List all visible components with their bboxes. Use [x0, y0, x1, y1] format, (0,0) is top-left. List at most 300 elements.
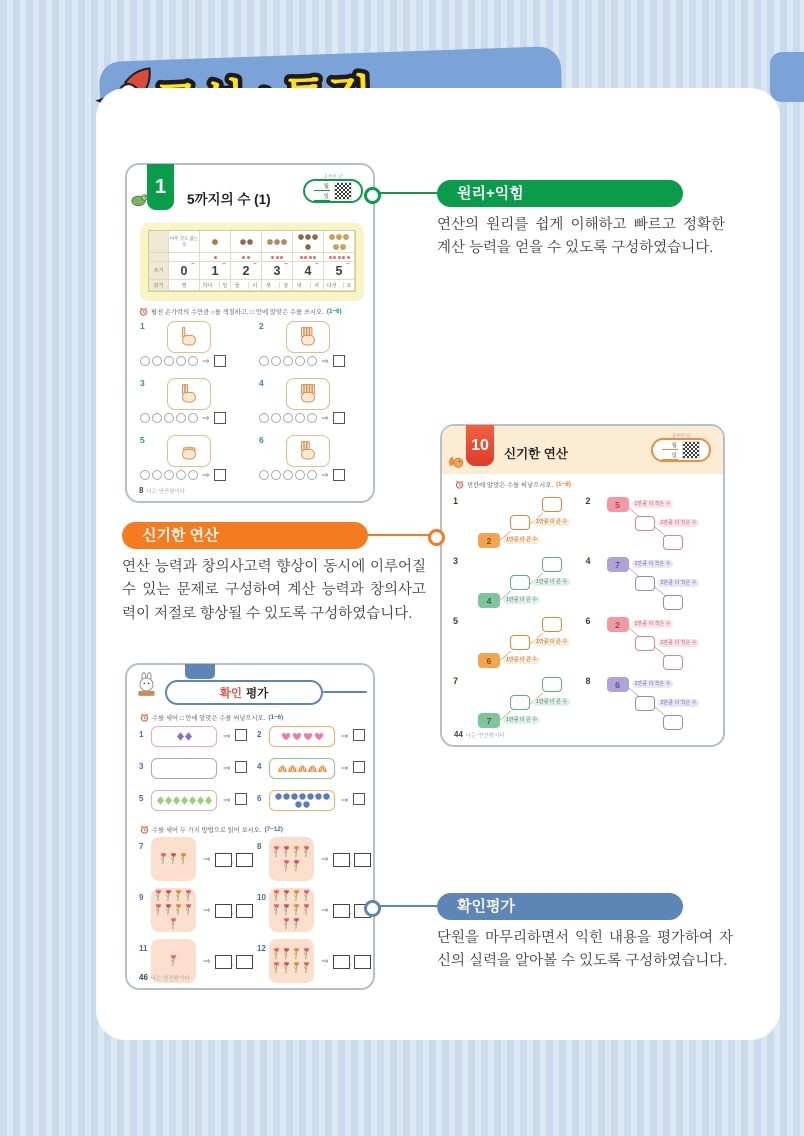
problem-number: 2	[585, 496, 591, 506]
objects-box	[151, 790, 217, 811]
reading-word: 이	[248, 282, 257, 289]
flower-icon	[169, 954, 178, 968]
page1-problem	[258, 321, 367, 371]
answer-row	[140, 355, 226, 367]
answer-box	[353, 761, 365, 773]
table-animal-cell	[262, 231, 293, 253]
review-count-problem	[139, 757, 249, 783]
hand-card	[167, 378, 211, 410]
problem-number: 10	[257, 893, 266, 902]
flower-icon	[282, 889, 291, 903]
date-fields	[662, 441, 678, 460]
count-circle	[283, 413, 293, 423]
table-corner	[149, 253, 169, 262]
flower-icon	[282, 947, 291, 961]
arrow-icon: ⇒	[341, 763, 349, 773]
diamond-shape	[177, 732, 184, 741]
problem-number: 7	[139, 842, 144, 851]
start-number-box: 2	[478, 533, 500, 548]
instruction-text: 빈칸에 알맞은 수를 써넣으시오.	[467, 482, 554, 489]
table-dot-cell	[293, 253, 324, 262]
page1-problem	[139, 321, 248, 371]
stroke-mark	[346, 263, 350, 266]
connector-dot-green	[364, 187, 381, 204]
table-animal-cell	[324, 231, 355, 253]
problem-number: 1	[140, 321, 145, 331]
arrow-icon: ⇒	[321, 854, 329, 864]
hand-card	[286, 378, 330, 410]
count-dot	[280, 256, 283, 259]
flower-icon	[184, 889, 193, 903]
count-circle	[271, 470, 281, 480]
arrow-icon: ⇒	[202, 469, 210, 480]
sample-page-unit1	[125, 163, 375, 503]
count-circle	[140, 356, 150, 366]
empty-answer-box	[542, 497, 562, 512]
callout-principle-text: 연산의 원리를 쉽게 이해하고 빠르고 정확한 계산 능력을 얻을 수 있도록 구성하였습니다.	[437, 217, 725, 257]
problem-number: 5	[140, 435, 145, 445]
review-count-problem	[139, 789, 249, 815]
flower-icon	[154, 903, 163, 917]
clock-icon	[140, 713, 149, 722]
answer-box	[215, 955, 232, 969]
problem-number: 8	[585, 676, 591, 686]
animal-icon	[336, 234, 342, 240]
step-label: 1만큼 더 작은 수	[632, 620, 674, 628]
study-date-label: 공부한 날	[323, 174, 343, 179]
answer-box	[353, 729, 365, 741]
answer-box	[333, 853, 350, 867]
count-circle	[295, 413, 305, 423]
count-circle	[259, 356, 269, 366]
study-date-badge	[303, 175, 363, 205]
page1-problem	[258, 378, 367, 428]
flower-icon	[292, 917, 301, 931]
table-reading-cell	[169, 280, 200, 291]
flowers-box	[151, 837, 196, 881]
step-label: 1만큼 더 큰 수	[503, 656, 540, 664]
flowers-box	[269, 939, 314, 983]
turtle-mascot-icon	[129, 189, 148, 208]
review-read-problem	[257, 939, 367, 985]
footer-slogan: 나는 연산왕이다	[146, 489, 186, 495]
flowers-box	[151, 888, 196, 932]
flower-icon	[169, 917, 178, 931]
review-count-problem	[257, 757, 367, 783]
circle-shape	[275, 793, 282, 800]
qr-code	[682, 441, 700, 459]
heart-shape	[281, 732, 291, 741]
stroke-mark	[315, 263, 319, 266]
problem-number: 6	[585, 616, 591, 626]
count-dot	[271, 256, 274, 259]
flower-icon	[282, 903, 291, 917]
comma: ,	[350, 859, 352, 865]
page1-instruction	[139, 307, 342, 316]
diamond-shape	[173, 796, 180, 805]
animal-icon	[305, 234, 311, 240]
callout-amazing-label: 신기한 연산	[142, 527, 219, 544]
objects-box	[269, 790, 335, 811]
empty-answer-box	[542, 677, 562, 692]
flower-icon	[302, 903, 311, 917]
page1-problem	[139, 378, 248, 428]
answer-box	[333, 904, 350, 918]
table-animal-cell	[231, 231, 262, 253]
connector-dot-orange	[428, 529, 445, 546]
instruction-range: (1~6)	[268, 714, 284, 721]
circle-shape	[303, 801, 310, 808]
table-digit-cell: 5	[324, 262, 355, 280]
empty-answer-box	[635, 576, 655, 591]
diamond-shape	[165, 796, 172, 805]
start-number-box: 6	[607, 677, 629, 692]
table-dot-cell	[169, 253, 200, 262]
arrow-icon: ⇒	[341, 731, 349, 741]
unit-title: 신기한 연산	[504, 447, 568, 461]
connector-dot-blue	[364, 900, 381, 917]
answer-box	[215, 904, 232, 918]
review-read-problem	[139, 837, 249, 883]
count-circle	[307, 413, 317, 423]
sample-page-unit10	[440, 424, 725, 747]
flower-icon	[302, 947, 311, 961]
hand-card	[286, 435, 330, 467]
count-circle	[259, 470, 269, 480]
count-circle	[307, 356, 317, 366]
connector-orange	[366, 534, 432, 536]
count-circle	[188, 470, 198, 480]
start-number-box: 4	[478, 593, 500, 608]
animal-icon	[281, 239, 287, 245]
table-dot-cell	[231, 253, 262, 262]
problem-number: 5	[139, 794, 144, 803]
count-dot	[247, 256, 250, 259]
animal-icon	[274, 239, 280, 245]
callout-review	[437, 893, 683, 920]
step-label: 1만큼 더 큰 수	[533, 518, 570, 526]
count-dot	[300, 256, 303, 259]
animal-icon	[333, 244, 339, 250]
count-dot	[313, 256, 316, 259]
table-zero-text: 아무 것도 없는 것	[169, 231, 200, 253]
empty-answer-box	[663, 595, 683, 610]
table-read-label: 읽기	[149, 280, 169, 291]
reading-word: 오	[343, 282, 352, 289]
count-circle	[164, 470, 174, 480]
arrow-icon: ⇒	[223, 731, 231, 741]
problem-number: 6	[259, 435, 264, 445]
flower-icon	[174, 903, 183, 917]
arrow-icon: ⇒	[202, 412, 210, 423]
flower-icon	[292, 903, 301, 917]
instruction-range: (7~12)	[264, 826, 283, 833]
table-digit-cell: 1	[200, 262, 231, 280]
circle-shape	[291, 793, 298, 800]
comma: ,	[232, 910, 234, 916]
count-circle	[140, 470, 150, 480]
step-label: 1만큼 더 큰 수	[503, 536, 540, 544]
stroke-mark	[191, 263, 195, 266]
table-reading-cell	[324, 280, 355, 291]
sample-page-review	[125, 663, 375, 990]
animal-icon	[298, 234, 304, 240]
flower-icon	[272, 889, 281, 903]
shell-shape	[278, 765, 287, 773]
answer-row	[259, 469, 345, 481]
page-number: 46	[139, 973, 148, 982]
table-reading-cell	[200, 280, 231, 291]
unit-number-tab	[466, 425, 494, 466]
hand-card	[167, 435, 211, 467]
review-read-problem	[257, 888, 367, 934]
review-count-problem	[257, 725, 367, 751]
answer-row	[259, 412, 345, 424]
problem-number: 3	[453, 556, 459, 566]
instruction-text: 수를 세어 두 가지 방법으로 읽어 보시오.	[152, 827, 262, 834]
answer-box	[215, 853, 232, 867]
arrow-icon: ⇒	[203, 956, 211, 966]
flower-icon	[164, 903, 173, 917]
flower-icon	[154, 889, 163, 903]
hand-5-fingers-icon	[296, 382, 320, 406]
animal-icon	[340, 244, 346, 250]
review-instruction2	[140, 825, 283, 834]
diamond-shape	[181, 796, 188, 805]
shell-shape	[318, 765, 327, 773]
step-label: 1만큼 더 큰 수	[533, 578, 570, 586]
count-circle	[176, 413, 186, 423]
hand-1-fingers-icon	[177, 325, 201, 349]
problem-number: 4	[259, 378, 264, 388]
flower-icon	[282, 845, 291, 859]
page-footer	[454, 730, 505, 739]
review-title-rest: 평가	[246, 687, 269, 700]
count-dot	[347, 256, 350, 259]
flower-icon	[174, 889, 183, 903]
step-label: 1만큼 더 작은 수	[632, 680, 674, 688]
objects-box	[269, 726, 335, 747]
animal-icon	[212, 239, 218, 245]
instruction-range: (1~6)	[326, 308, 342, 315]
count-dot	[333, 256, 336, 259]
month-label: 월	[314, 182, 330, 191]
flower-icon	[292, 947, 301, 961]
page10-problem	[585, 614, 718, 671]
instruction-range: (1~8)	[556, 481, 571, 488]
page10-problem	[452, 554, 585, 611]
table-dot-cell	[262, 253, 293, 262]
page-number: 8	[139, 486, 144, 495]
hand-0-fingers-icon	[177, 439, 201, 463]
table-reading-cell	[231, 280, 262, 291]
callout-amazing-text: 연산 능력과 창의사고력 향상이 동시에 이루어질 수 있는 문제로 구성하여 계산 능력과 창의사고력이 저절로 향상될 수 있도록 구성하였습니다.	[122, 559, 426, 622]
problem-number: 9	[139, 893, 144, 902]
step-label: 1만큼 더 작은 수	[658, 519, 700, 527]
table-dot-cell	[324, 253, 355, 262]
step-label: 1만큼 더 작은 수	[632, 560, 674, 568]
answer-box	[214, 355, 226, 367]
empty-answer-box	[663, 715, 683, 730]
animal-icon	[240, 239, 246, 245]
month-label: 월	[662, 441, 678, 450]
table-reading-cell	[262, 280, 293, 291]
study-date-body	[651, 438, 711, 462]
circle-shape	[315, 793, 322, 800]
flower-icon	[164, 889, 173, 903]
flowers-box	[269, 837, 314, 881]
flower-icon	[272, 903, 281, 917]
reading-word: 영	[181, 282, 187, 289]
count-circle	[164, 413, 174, 423]
count-circle	[152, 470, 162, 480]
diamond-shape	[157, 796, 164, 805]
reading-word: 일	[219, 282, 228, 289]
answer-row	[259, 355, 345, 367]
unit-number-tab	[147, 164, 174, 210]
instruction-text: 펼친 손가락의 수만큼 ○를 색칠하고, □ 안에 알맞은 수를 쓰시오.	[151, 309, 324, 316]
problem-number: 7	[453, 676, 459, 686]
review-header-tab	[185, 664, 215, 679]
clock-icon	[455, 480, 464, 489]
empty-answer-box	[635, 516, 655, 531]
step-label: 1만큼 더 작은 수	[658, 699, 700, 707]
review-read-problems	[139, 837, 367, 985]
count-dot	[242, 256, 245, 259]
reading-word: 넷	[296, 282, 302, 289]
answer-box	[235, 793, 247, 805]
flower-icon	[292, 961, 301, 975]
table-digit-cell: 4	[293, 262, 324, 280]
step-label: 1만큼 더 큰 수	[533, 638, 570, 646]
problem-number: 5	[453, 616, 459, 626]
start-number-box: 2	[607, 617, 629, 632]
page-footer	[139, 973, 190, 982]
empty-answer-box	[510, 695, 530, 710]
arrow-icon: ⇒	[223, 763, 231, 773]
empty-answer-box	[635, 696, 655, 711]
callout-principle	[437, 180, 683, 207]
table-corner	[149, 231, 169, 253]
animal-icon	[247, 239, 253, 245]
animal-icon	[305, 244, 311, 250]
review-count-problem	[139, 725, 249, 751]
shell-shape	[288, 765, 297, 773]
problem-number: 12	[257, 944, 266, 953]
review-title	[165, 680, 323, 705]
count-circle	[307, 470, 317, 480]
answer-box	[354, 853, 371, 867]
flower-icon	[292, 859, 301, 873]
answer-row	[140, 469, 226, 481]
unit-number: 10	[471, 436, 489, 454]
flower-icon	[302, 889, 311, 903]
unit-title: 5까지의 수 (1)	[187, 192, 271, 207]
page10-problem	[585, 674, 718, 731]
count-circle	[176, 356, 186, 366]
count-dot	[309, 256, 312, 259]
answer-box	[333, 355, 345, 367]
rabbit-mascot-icon	[135, 672, 159, 698]
arrow-icon: ⇒	[223, 795, 231, 805]
count-circle	[283, 356, 293, 366]
table-animal-cell	[293, 231, 324, 253]
answer-box	[354, 955, 371, 969]
problem-number: 3	[139, 762, 144, 771]
table-digit-cell: 3	[262, 262, 293, 280]
review-read-problem	[257, 837, 367, 883]
count-circle	[152, 413, 162, 423]
unit-number: 1	[154, 175, 167, 198]
diamond-shape	[185, 732, 192, 741]
arrow-icon: ⇒	[321, 469, 329, 480]
arrow-icon: ⇒	[321, 412, 329, 423]
reading-word: 둘	[234, 282, 240, 289]
flower-icon	[302, 961, 311, 975]
answer-box	[235, 761, 247, 773]
circle-shape	[323, 793, 330, 800]
step-label: 1만큼 더 작은 수	[658, 639, 700, 647]
step-label: 1만큼 더 큰 수	[503, 596, 540, 604]
reading-word: 삼	[279, 282, 288, 289]
page-footer	[139, 486, 185, 495]
page10-instruction	[455, 480, 571, 489]
hand-2-fingers-icon	[177, 382, 201, 406]
arrow-icon: ⇒	[321, 956, 329, 966]
problem-number: 11	[139, 944, 148, 953]
date-fields	[314, 182, 330, 201]
shell-shape	[308, 765, 317, 773]
study-date-label: 공부한 날	[671, 433, 691, 438]
flower-icon	[282, 859, 291, 873]
answer-row	[140, 412, 226, 424]
flower-icon	[292, 889, 301, 903]
problem-number: 4	[585, 556, 591, 566]
count-dot	[342, 256, 345, 259]
animal-icon	[267, 239, 273, 245]
start-number-box: 5	[607, 497, 629, 512]
review-title-line	[323, 691, 367, 693]
count-circle	[176, 470, 186, 480]
answer-box	[235, 729, 247, 741]
count-circle	[140, 413, 150, 423]
flower-icon	[292, 845, 301, 859]
diamond-shape	[189, 796, 196, 805]
review-title-red: 확인	[219, 687, 242, 700]
empty-answer-box	[663, 655, 683, 670]
qr-code	[334, 182, 352, 200]
page-number: 44	[454, 730, 463, 739]
step-label: 1만큼 더 작은 수	[658, 579, 700, 587]
heart-shape	[303, 732, 313, 741]
shell-shape	[298, 765, 307, 773]
answer-box	[236, 904, 253, 918]
problem-number: 6	[257, 794, 262, 803]
table-write-label: 쓰기	[149, 262, 169, 280]
problem-number: 4	[257, 762, 262, 771]
empty-answer-box	[510, 575, 530, 590]
footer-slogan: 나는 연산왕이다	[465, 733, 505, 739]
corner-decoration	[770, 52, 804, 102]
review-instruction1	[140, 713, 283, 722]
empty-answer-box	[635, 636, 655, 651]
reading-word: 하나	[202, 282, 213, 289]
table-dot-cell	[200, 253, 231, 262]
answer-box	[353, 793, 365, 805]
diamond-shape	[205, 796, 212, 805]
count-dot	[329, 256, 332, 259]
flower-icon	[159, 852, 168, 866]
